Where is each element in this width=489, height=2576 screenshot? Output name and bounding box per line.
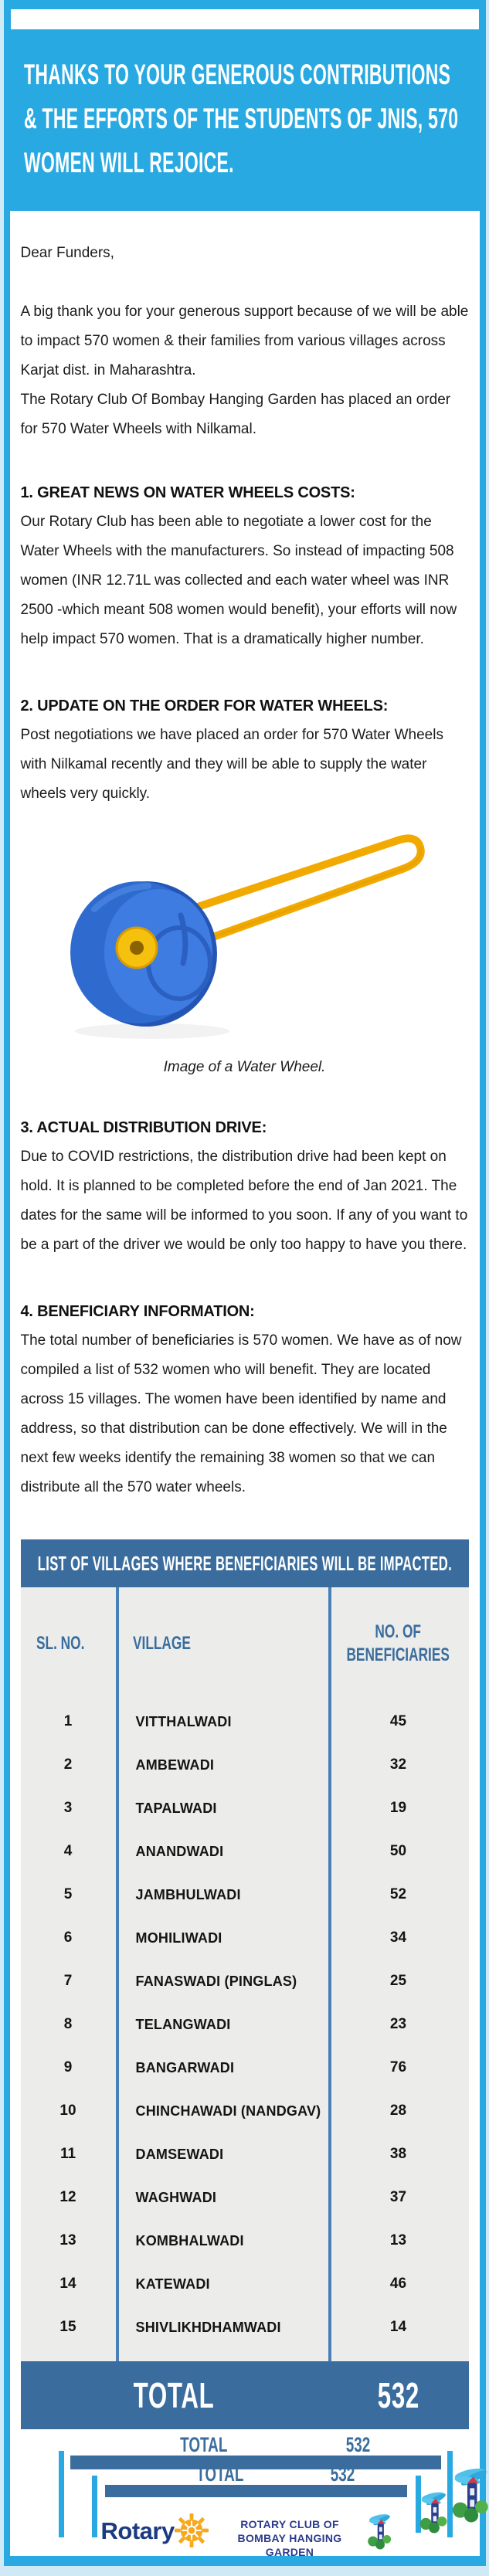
- row-village-name: TAPALWADI: [135, 1800, 217, 1816]
- row-serial-number: 9: [63, 2059, 73, 2075]
- row-village-name: ANANDWADI: [135, 1843, 224, 1859]
- page-header: [4, 29, 486, 211]
- rotary-wheel-icon: [174, 2513, 209, 2548]
- table-row: [21, 1830, 469, 1873]
- page-title-line: THANKS TO YOUR GENEROUS CONTRIBUTIONS: [23, 59, 450, 90]
- row-beneficiary-count: 45: [389, 1713, 407, 1729]
- row-beneficiary-count: 76: [389, 2059, 407, 2075]
- table-row: [21, 2003, 469, 2046]
- intro-paragraph-1: A big thank you for your generous support because of we will be able to impact 570 women & their families from various villages across Karjat dist. in Maharashtra.: [20, 304, 469, 378]
- club-footer: [21, 2511, 469, 2558]
- column-divider: [328, 1587, 331, 2361]
- table-row: [21, 2219, 469, 2262]
- row-serial-number: 8: [63, 2016, 73, 2032]
- row-beneficiary-count: 34: [389, 1929, 407, 1946]
- table-row: [21, 1700, 469, 1743]
- club-name-line1: ROTARY CLUB OF: [240, 2518, 339, 2530]
- row-serial-number: 5: [63, 1886, 73, 1902]
- water-wheel-illustration: [21, 824, 469, 1048]
- row-village-name: FANASWADI (PINGLAS): [135, 1973, 297, 1989]
- row-beneficiary-count: 32: [389, 1756, 407, 1773]
- total-value: 532: [377, 2375, 419, 2415]
- table-row: [21, 2306, 469, 2349]
- table-row: [21, 1873, 469, 1916]
- section-heading-1: 1. GREAT NEWS ON WATER WHEELS COSTS:: [20, 484, 355, 501]
- water-wheel-figure: [21, 824, 469, 1076]
- section-body-4: The total number of beneficiaries is 570 women. We have as of now compiled a list of 532 women who will benefit. They are located across 15 villages. The women have been identified by name and address, so that distribution can be done effectively. We will in the next few weeks identify the remaining 38 women so that we can distribute all the 570 water wheels.: [20, 1332, 462, 1495]
- row-beneficiary-count: 50: [389, 1843, 407, 1859]
- salutation: Dear Funders,: [20, 245, 114, 261]
- section-body-1: Our Rotary Club has been able to negotiate a lower cost for the Water Wheels with the manufacturers. So instead of impacting 508 women (INR 12.71L was collected and each water wheel was INR 2500 -which meant 508 women would benefit), your efforts will now help impact 570 women. That is a dramatically higher number.: [20, 514, 457, 647]
- letter-body: [10, 211, 480, 2556]
- total-label: TOTAL: [134, 2375, 215, 2415]
- page-title-line: & THE EFFORTS OF THE STUDENTS OF JNIS, 570: [23, 103, 458, 134]
- row-village-name: KOMBHALWADI: [135, 2232, 244, 2248]
- row-village-name: VITTHALWADI: [135, 1713, 232, 1729]
- row-serial-number: 14: [59, 2276, 76, 2292]
- top-white-band: [11, 9, 479, 29]
- row-village-name: BANGARWADI: [135, 2059, 235, 2075]
- row-village-name: AMBEWADI: [135, 1756, 215, 1773]
- clipped-total-label: TOTAL: [196, 2462, 244, 2486]
- table-row: [21, 1916, 469, 1960]
- next-page-total-bar-preview: [70, 2433, 441, 2469]
- row-beneficiary-count: 23: [389, 2016, 407, 2032]
- clipped-total-value: 532: [330, 2462, 355, 2486]
- row-beneficiary-count: 46: [389, 2276, 407, 2292]
- row-serial-number: 11: [59, 2146, 76, 2162]
- row-village-name: SHIVLIKHDHAMWADI: [135, 2319, 281, 2335]
- intro-paragraphs: [21, 297, 469, 444]
- table-row: [21, 2262, 469, 2306]
- page-title-line: WOMEN WILL REJOICE.: [23, 147, 234, 178]
- next-page-total-bar-preview: [105, 2462, 407, 2497]
- row-beneficiary-count: 38: [389, 2146, 407, 2162]
- table-title-bar: [21, 1539, 469, 1587]
- rotary-wordmark: Rotary: [100, 2517, 175, 2544]
- clipped-total-label: TOTAL: [180, 2433, 228, 2456]
- row-serial-number: 6: [63, 1929, 73, 1946]
- table-row: [21, 2133, 469, 2176]
- image-caption: Image of a Water Wheel.: [163, 1059, 326, 1075]
- row-village-name: DAMSEWADI: [135, 2146, 224, 2162]
- newsletter-page: [4, 0, 486, 2566]
- table-row: [21, 1743, 469, 1787]
- total-bar-echo: [105, 2485, 407, 2497]
- row-beneficiary-count: 19: [389, 1800, 407, 1816]
- table-row: [21, 1787, 469, 1830]
- row-beneficiary-count: 37: [389, 2189, 407, 2205]
- row-serial-number: 2: [63, 1756, 73, 1773]
- club-name: [219, 2517, 362, 2559]
- table-row: [21, 2089, 469, 2133]
- row-beneficiary-count: 13: [389, 2232, 407, 2248]
- section-heading-4: 4. BENEFICIARY INFORMATION:: [20, 1303, 255, 1320]
- table-column-headers: [21, 1587, 469, 1700]
- stacked-pages-decoration: [21, 2433, 469, 2558]
- row-village-name: CHINCHAWADI (NANDGAV): [135, 2103, 321, 2119]
- row-beneficiary-count: 25: [389, 1973, 407, 1989]
- table-row: [21, 2176, 469, 2219]
- column-divider: [116, 1587, 119, 2361]
- total-bar-echo: [70, 2456, 441, 2469]
- row-village-name: MOHILIWADI: [135, 1929, 222, 1946]
- row-serial-number: 10: [59, 2103, 76, 2119]
- table-row: [21, 2046, 469, 2089]
- row-beneficiary-count: 14: [389, 2319, 407, 2335]
- beneficiaries-table: [21, 1539, 469, 2429]
- row-serial-number: 7: [63, 1973, 73, 1989]
- total-row: [21, 2361, 469, 2429]
- club-name-line2: BOMBAY HANGING GARDEN: [237, 2532, 342, 2558]
- row-serial-number: 15: [59, 2319, 76, 2335]
- row-serial-number: 1: [63, 1713, 73, 1729]
- top-frame-strip: [4, 0, 486, 9]
- row-serial-number: 3: [63, 1800, 73, 1816]
- table-row: [21, 1960, 469, 2003]
- row-village-name: WAGHWADI: [135, 2189, 217, 2205]
- section-heading-3: 3. ACTUAL DISTRIBUTION DRIVE:: [20, 1119, 267, 1136]
- intro-paragraph-2: The Rotary Club Of Bombay Hanging Garden has placed an order for 570 Water Wheels with Nilkamal.: [20, 392, 451, 437]
- section-heading-2: 2. UPDATE ON THE ORDER FOR WATER WHEELS:: [20, 697, 389, 714]
- row-beneficiary-count: 52: [389, 1886, 407, 1902]
- row-village-name: KATEWADI: [135, 2276, 210, 2292]
- column-header-sl-no: SL. NO.: [36, 1633, 84, 1654]
- row-beneficiary-count: 28: [389, 2103, 407, 2119]
- table-body: [21, 1587, 469, 2361]
- section-body-3: Due to COVID restrictions, the distribution drive had been kept on hold. It is planned to be completed before the end of Jan 2021. The dates for the same will be informed to you soon. If any of you want to be a part of the driver we would be only too happy to have you there.: [20, 1149, 468, 1253]
- row-serial-number: 13: [59, 2232, 76, 2248]
- row-serial-number: 4: [63, 1843, 73, 1859]
- row-village-name: JAMBHULWADI: [135, 1886, 241, 1902]
- section-body-2: Post negotiations we have placed an order for 570 Water Wheels with Nilkamal recently and they will be able to supply the water wheels very quickly.: [20, 727, 443, 802]
- column-header-beneficiaries: NO. OF BENEFICIARIES: [346, 1621, 450, 1665]
- row-village-name: TELANGWADI: [135, 2016, 231, 2032]
- row-serial-number: 12: [59, 2189, 76, 2205]
- table-rows: [21, 1700, 469, 2349]
- column-header-village: VILLAGE: [132, 1633, 191, 1654]
- table-title: LIST OF VILLAGES WHERE BENEFICIARIES WILL BE IMPACTED.: [37, 1551, 452, 1575]
- clipped-total-value: 532: [345, 2433, 371, 2456]
